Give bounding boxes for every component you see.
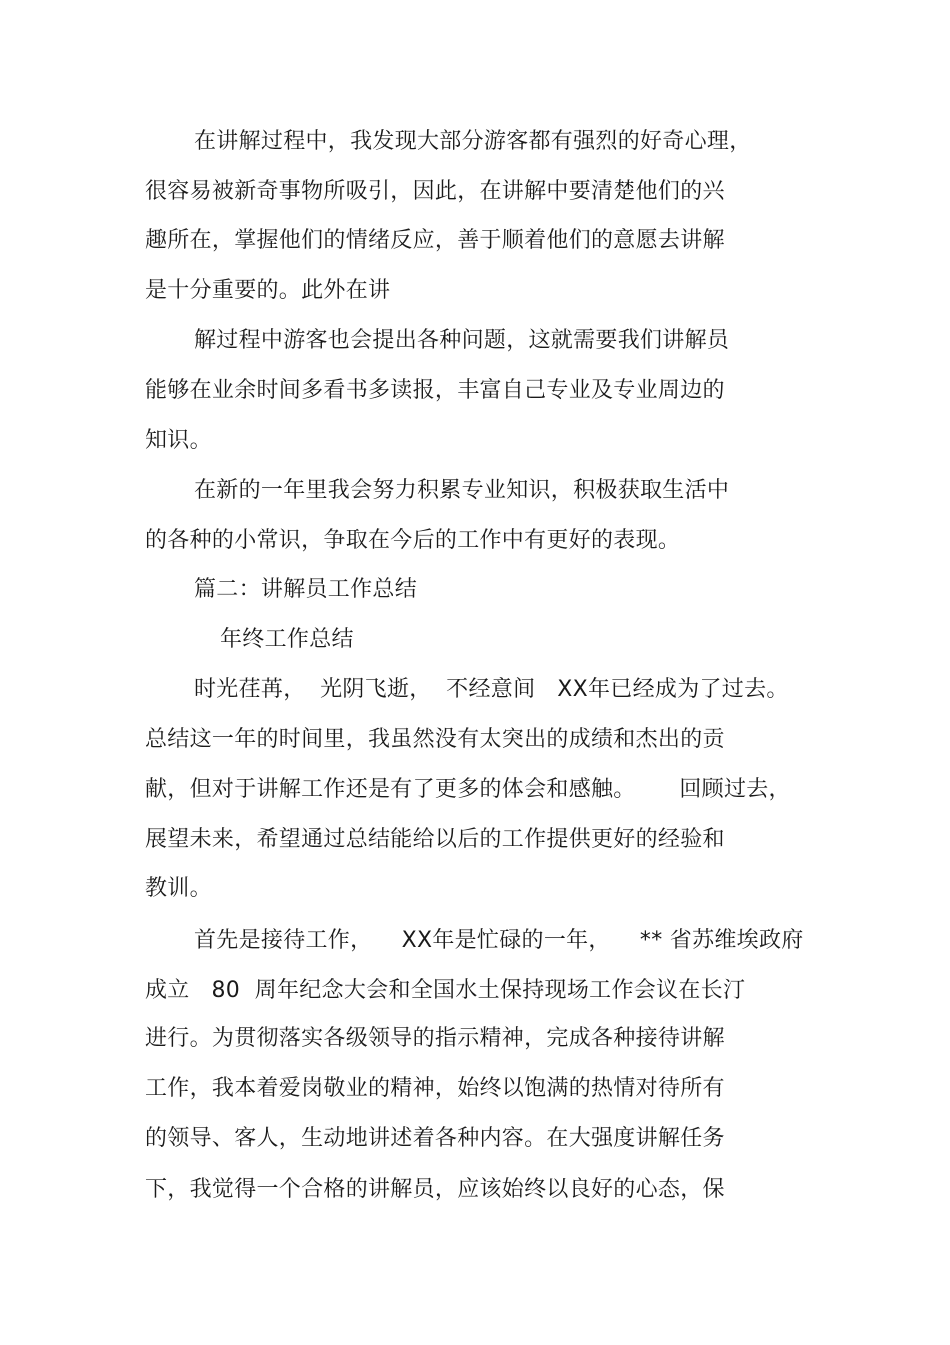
text-line: 首先是接待工作， XX年是忙碌的一年， ** 省苏维埃政府: [194, 928, 804, 953]
text-line: 下，我觉得一个合格的讲解员，应该始终以良好的心态，保: [145, 1177, 725, 1202]
section-heading: 篇二：讲解员工作总结: [194, 577, 418, 602]
text-line: 趣所在，掌握他们的情绪反应，善于顺着他们的意愿去讲解: [145, 228, 725, 253]
text-line: 的领导、客人，生动地讲述着各种内容。在大强度讲解任务: [145, 1126, 725, 1151]
text-line: 是十分重要的。此外在讲: [145, 278, 391, 303]
text-line: 成立 80 周年纪念大会和全国水土保持现场工作会议在长汀: [145, 978, 746, 1003]
text-line: 进行。为贯彻落实各级领导的指示精神，完成各种接待讲解: [145, 1026, 725, 1051]
text-line: 献，但对于讲解工作还是有了更多的体会和感触。 回顾过去，: [145, 777, 791, 802]
text-line: 解过程中游客也会提出各种问题，这就需要我们讲解员: [194, 328, 730, 353]
text-line: 工作，我本着爱岗敬业的精神，始终以饱满的热情对待所有: [145, 1076, 725, 1101]
text-line: 教训。: [145, 876, 212, 901]
subheading: 年终工作总结: [220, 627, 354, 652]
text-line: 展望未来，希望通过总结能给以后的工作提供更好的经验和: [145, 827, 725, 852]
text-line: 时光荏苒， 光阴飞逝， 不经意间 XX年已经成为了过去。: [194, 677, 789, 702]
text-line: 很容易被新奇事物所吸引，因此，在讲解中要清楚他们的兴: [145, 179, 725, 204]
text-line: 知识。: [145, 428, 212, 453]
text-line: 能够在业余时间多看书多读报，丰富自己专业及专业周边的: [145, 378, 725, 403]
text-line: 总结这一年的时间里，我虽然没有太突出的成绩和杰出的贡: [145, 727, 725, 752]
text-line: 在新的一年里我会努力积累专业知识，积极获取生活中: [194, 478, 730, 503]
text-line: 的各种的小常识，争取在今后的工作中有更好的表现。: [145, 528, 681, 553]
text-line: 在讲解过程中，我发现大部分游客都有强烈的好奇心理，: [194, 129, 752, 154]
